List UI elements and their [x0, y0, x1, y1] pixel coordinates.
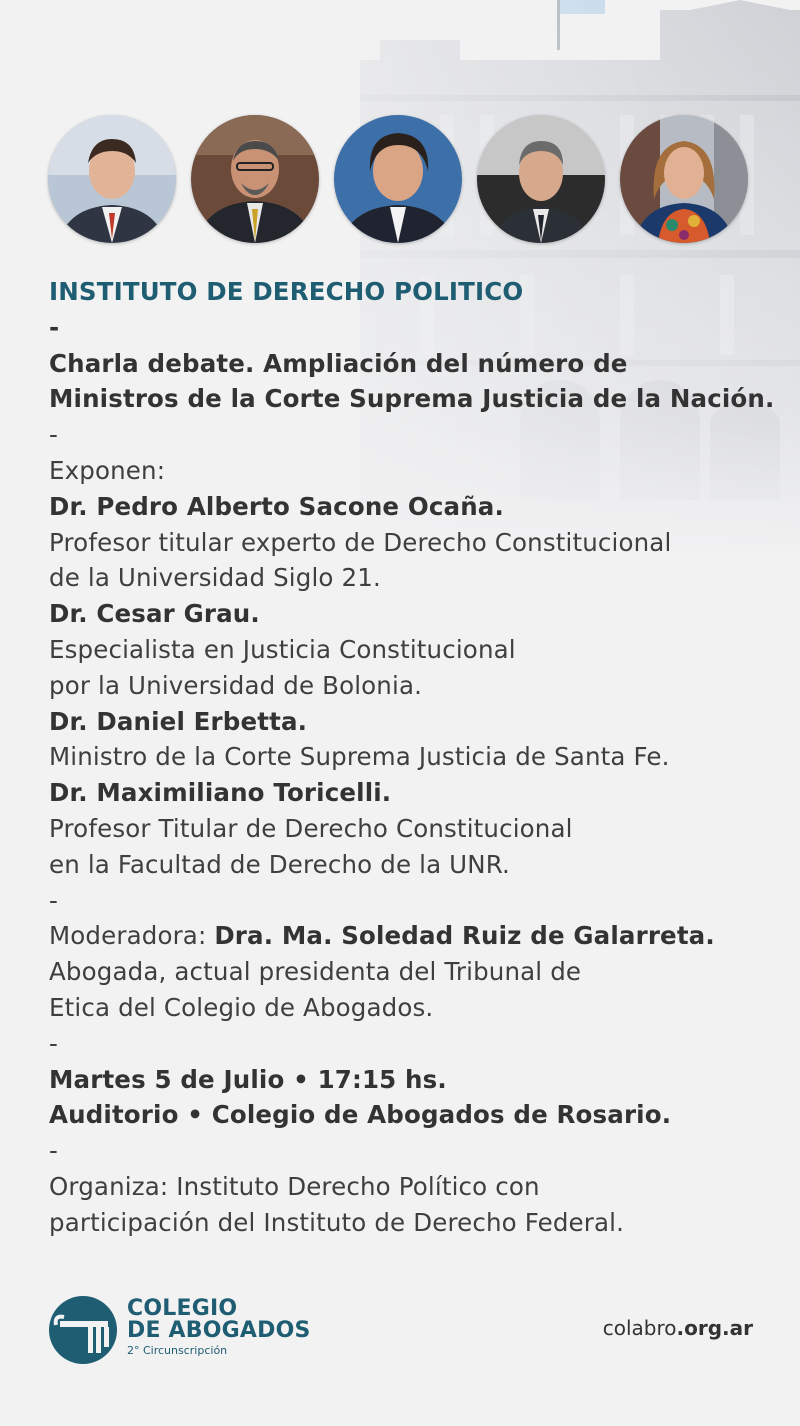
website-main: colabro — [602, 1316, 677, 1340]
logo-line-3: 2° Circunscripción — [127, 1344, 228, 1357]
event-date-time: Martes 5 de Julio • 17:15 hs. — [49, 1064, 447, 1094]
speaker-desc: en la Facultad de Derecho de la UNR. — [49, 849, 510, 879]
speaker-desc: Profesor titular experto de Derecho Constitucional — [49, 527, 672, 557]
speaker-photo-3 — [334, 115, 462, 243]
footer — [0, 1290, 800, 1370]
moderator-label: Moderadora: — [49, 921, 215, 951]
separator: - — [49, 1136, 58, 1166]
speaker-desc: Especialista en Justicia Constitucional — [49, 634, 516, 664]
speaker-name: Dr. Cesar Grau. — [49, 599, 260, 629]
speaker-desc: de la Universidad Siglo 21. — [49, 563, 381, 593]
logo-text — [127, 1298, 311, 1357]
organizer-line-1: Organiza: Instituto Derecho Político con — [49, 1171, 540, 1201]
speaker-desc: por la Universidad de Bolonia. — [49, 670, 423, 700]
website-link[interactable] — [603, 1316, 753, 1340]
moderator-photo — [620, 115, 748, 243]
speaker-photo-4 — [477, 115, 605, 243]
organizer-line-2: participación del Instituto de Derecho Federal. — [49, 1207, 625, 1237]
page-title: INSTITUTO DE DERECHO POLITICO — [49, 277, 524, 306]
moderator-desc: Abogada, actual presidenta del Tribunal de — [49, 957, 582, 987]
column-logo-icon — [48, 1295, 118, 1365]
separator: - — [49, 420, 58, 450]
speaker-photo-2 — [191, 115, 319, 243]
speaker-photos — [48, 115, 753, 245]
speaker-photo-1 — [48, 115, 176, 243]
event-location: Auditorio • Colegio de Abogados de Rosario. — [49, 1100, 672, 1130]
event-details — [49, 274, 789, 1241]
separator: - — [49, 885, 58, 915]
speaker-desc: Ministro de la Corte Suprema Justicia de Santa Fe. — [49, 742, 670, 772]
website-domain: .org.ar — [676, 1316, 753, 1340]
topic-line-2: Ministros de la Corte Suprema Justicia de la Nación. — [49, 384, 775, 414]
logo-line-1: COLEGIO — [127, 1296, 238, 1321]
moderator-line — [49, 918, 789, 954]
topic-line-1: Charla debate. Ampliación del número de — [49, 348, 628, 378]
separator: - — [49, 312, 60, 342]
logo-line-2: DE ABOGADOS — [127, 1318, 311, 1343]
moderator-desc: Etica del Colegio de Abogados. — [49, 992, 434, 1022]
speaker-desc: Profesor Titular de Derecho Constitucional — [49, 813, 573, 843]
exponen-label: Exponen: — [49, 455, 166, 485]
speaker-name: Dr. Pedro Alberto Sacone Ocaña. — [49, 491, 504, 521]
separator: - — [49, 1028, 58, 1058]
speaker-name: Dr. Maximiliano Toricelli. — [49, 778, 392, 808]
speaker-name: Dr. Daniel Erbetta. — [49, 706, 308, 736]
moderator-name: Dra. Ma. Soledad Ruiz de Galarreta. — [214, 921, 715, 951]
